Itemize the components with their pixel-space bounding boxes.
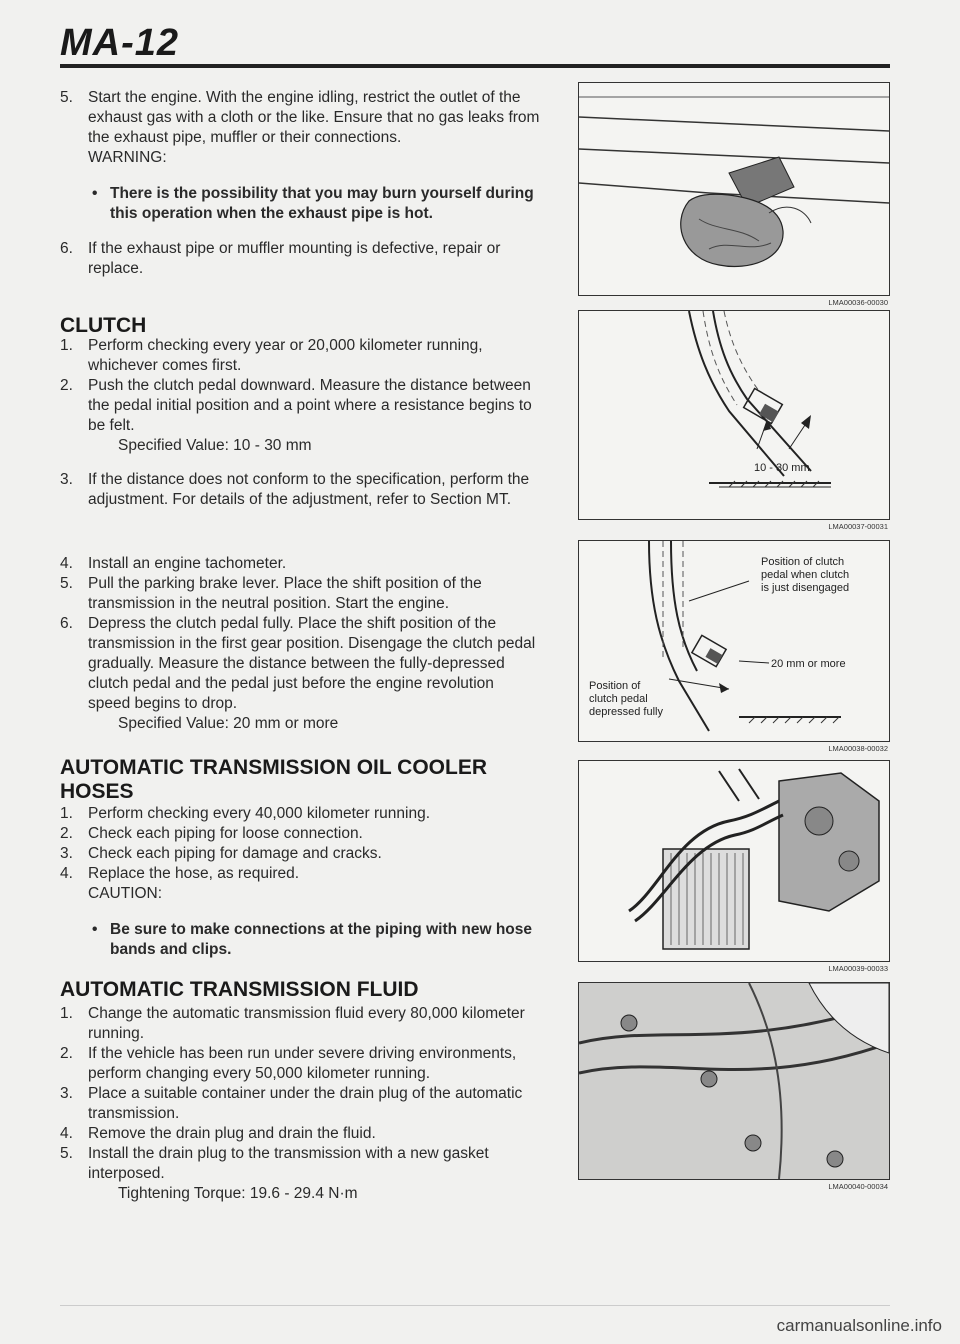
exhaust-steps <box>60 88 540 279</box>
step-text: Depress the clutch pedal fully. Place the shift position of the transmission in the first gear position. Disengage the clutch pedal gradually. Measure the distance between the fully-depressed clutch pedal and the pedal just before the engine revolution speed begins to drop. <box>88 615 536 712</box>
page-code: MA-12 <box>60 22 180 64</box>
warning-label: WARNING: <box>88 149 167 166</box>
oil-cooler-illustration <box>579 761 889 961</box>
step-number: 2. <box>60 377 73 394</box>
step-text: Perform checking every year or 20,000 kilometer running, whichever comes first. <box>88 337 483 374</box>
atf-cooler-step-3 <box>60 844 540 864</box>
step-number: 4. <box>60 1125 73 1142</box>
step-number: 2. <box>60 825 73 842</box>
caution-label: CAUTION: <box>88 885 163 902</box>
caution-item <box>60 920 540 960</box>
caution-text: Be sure to make connections at the piping with new hose bands and clips. <box>110 920 533 958</box>
atf-step-4 <box>60 1124 540 1144</box>
heading-line: HOSES <box>60 780 134 803</box>
figure-clutch-free-play <box>578 310 890 520</box>
bullet-icon: • <box>92 920 98 938</box>
figure-id: LMA00036-00030 <box>828 298 888 307</box>
figure-exhaust-cloth <box>578 82 890 296</box>
step-number: 1. <box>60 1005 73 1022</box>
exhaust-step-6 <box>60 239 540 279</box>
step-number: 5. <box>60 1145 73 1162</box>
tightening-torque: Tightening Torque: 19.6 - 29.4 N·m <box>118 1185 358 1202</box>
step-text: Place a suitable container under the drain plug of the automatic transmission. <box>88 1085 523 1122</box>
step-text: Install an engine tachometer. <box>88 555 287 572</box>
step-number: 5. <box>60 575 73 592</box>
step-text: Replace the hose, as required. <box>88 865 300 882</box>
clutch-steps-b <box>60 554 540 734</box>
label-depressed-1: Position of <box>589 680 641 692</box>
step-number: 6. <box>60 240 73 257</box>
clutch-steps-a <box>60 336 540 510</box>
atf-heading: AUTOMATIC TRANSMISSION FLUID <box>60 978 419 1001</box>
dim-label-10-30: 10 - 30 mm <box>754 462 810 474</box>
warning-text: There is the possibility that you may burn yourself during this operation when the exhaust pipe is hot. <box>110 184 534 222</box>
atf-step-5 <box>60 1144 540 1184</box>
step-number: 3. <box>60 845 73 862</box>
label-20mm-or-more: 20 mm or more <box>771 658 846 670</box>
step-text: Install the drain plug to the transmission with a new gasket interposed. <box>88 1145 489 1182</box>
step-text: If the exhaust pipe or muffler mounting is defective, repair or replace. <box>88 240 501 277</box>
bullet-icon: • <box>92 184 98 202</box>
clutch-engagement-illustration <box>579 541 889 741</box>
step-text: Pull the parking brake lever. Place the shift position of the transmission in the neutral position. Start the engine. <box>88 575 482 612</box>
step-number: 4. <box>60 865 73 882</box>
step-number: 3. <box>60 471 73 488</box>
step-text: Push the clutch pedal downward. Measure the distance between the pedal initial position and a point where a resistance begins to be felt. <box>88 377 532 434</box>
label-depressed-3: depressed fully <box>589 706 663 718</box>
clutch-step-1 <box>60 336 540 376</box>
atf-cooler-step-4 <box>60 864 540 884</box>
spec-value-2: Specified Value: 20 mm or more <box>118 715 339 732</box>
label-clutch-disengaged-1: Position of clutch <box>761 556 845 568</box>
step-number: 2. <box>60 1045 73 1062</box>
clutch-pedal-illustration <box>579 311 889 519</box>
atf-step-2 <box>60 1044 540 1084</box>
step-number: 4. <box>60 555 73 572</box>
label-clutch-disengaged-3: is just disengaged <box>761 582 850 594</box>
clutch-step-2 <box>60 376 540 436</box>
figure-id: LMA00037-00031 <box>828 522 888 531</box>
figure-id: LMA00040-00034 <box>828 1182 888 1191</box>
figure-clutch-engagement <box>578 540 890 742</box>
atf-step-3 <box>60 1084 540 1124</box>
step-text: If the vehicle has been run under severe driving environments, perform changing every 50,000 kilometer running. <box>88 1045 517 1082</box>
header-rule <box>60 64 890 68</box>
figure-drain-plug <box>578 982 890 1180</box>
clutch-step-5 <box>60 574 540 614</box>
step-text: Change the automatic transmission fluid every 80,000 kilometer running. <box>88 1005 525 1042</box>
step-number: 1. <box>60 337 73 354</box>
step-number: 6. <box>60 615 73 632</box>
step-text: Remove the drain plug and drain the fluid. <box>88 1125 376 1142</box>
step-number: 1. <box>60 805 73 822</box>
watermark: carmanualsonline.info <box>776 1316 942 1335</box>
clutch-step-3 <box>60 470 540 510</box>
step-text: Check each piping for loose connection. <box>88 825 363 842</box>
clutch-heading: CLUTCH <box>60 314 147 337</box>
heading-line: AUTOMATIC TRANSMISSION OIL COOLER <box>60 756 488 779</box>
atf-cooler-steps <box>60 804 540 975</box>
label-clutch-disengaged-2: pedal when clutch <box>761 569 850 581</box>
step-text: Check each piping for damage and cracks. <box>88 845 382 862</box>
clutch-step-4 <box>60 554 540 574</box>
atf-cooler-heading <box>60 756 487 804</box>
step-number: 5. <box>60 89 73 106</box>
label-depressed-2: clutch pedal <box>589 693 648 705</box>
atf-step-1 <box>60 1004 540 1044</box>
drain-plug-illustration <box>579 983 889 1179</box>
step-text: Perform checking every 40,000 kilometer running. <box>88 805 431 822</box>
clutch-step-6 <box>60 614 540 714</box>
warning-item <box>60 184 540 224</box>
step-number: 3. <box>60 1085 73 1102</box>
exhaust-step-5 <box>60 88 540 148</box>
figure-oil-cooler-hoses <box>578 760 890 962</box>
atf-cooler-step-2 <box>60 824 540 844</box>
step-text: Start the engine. With the engine idling, restrict the outlet of the exhaust gas with a cloth or the like. Ensure that no gas leaks from the exhaust pipe, muffler or their connections. <box>88 89 540 146</box>
exhaust-cloth-illustration <box>579 83 889 295</box>
figure-id: LMA00038-00032 <box>828 744 888 753</box>
spec-value-1: Specified Value: 10 - 30 mm <box>118 437 312 454</box>
atf-cooler-step-1 <box>60 804 540 824</box>
figure-id: LMA00039-00033 <box>828 964 888 973</box>
step-text: If the distance does not conform to the specification, perform the adjustment. For details of the adjustment, refer to Section MT. <box>88 471 530 508</box>
atf-steps <box>60 1004 540 1204</box>
footer-rule <box>60 1305 890 1306</box>
